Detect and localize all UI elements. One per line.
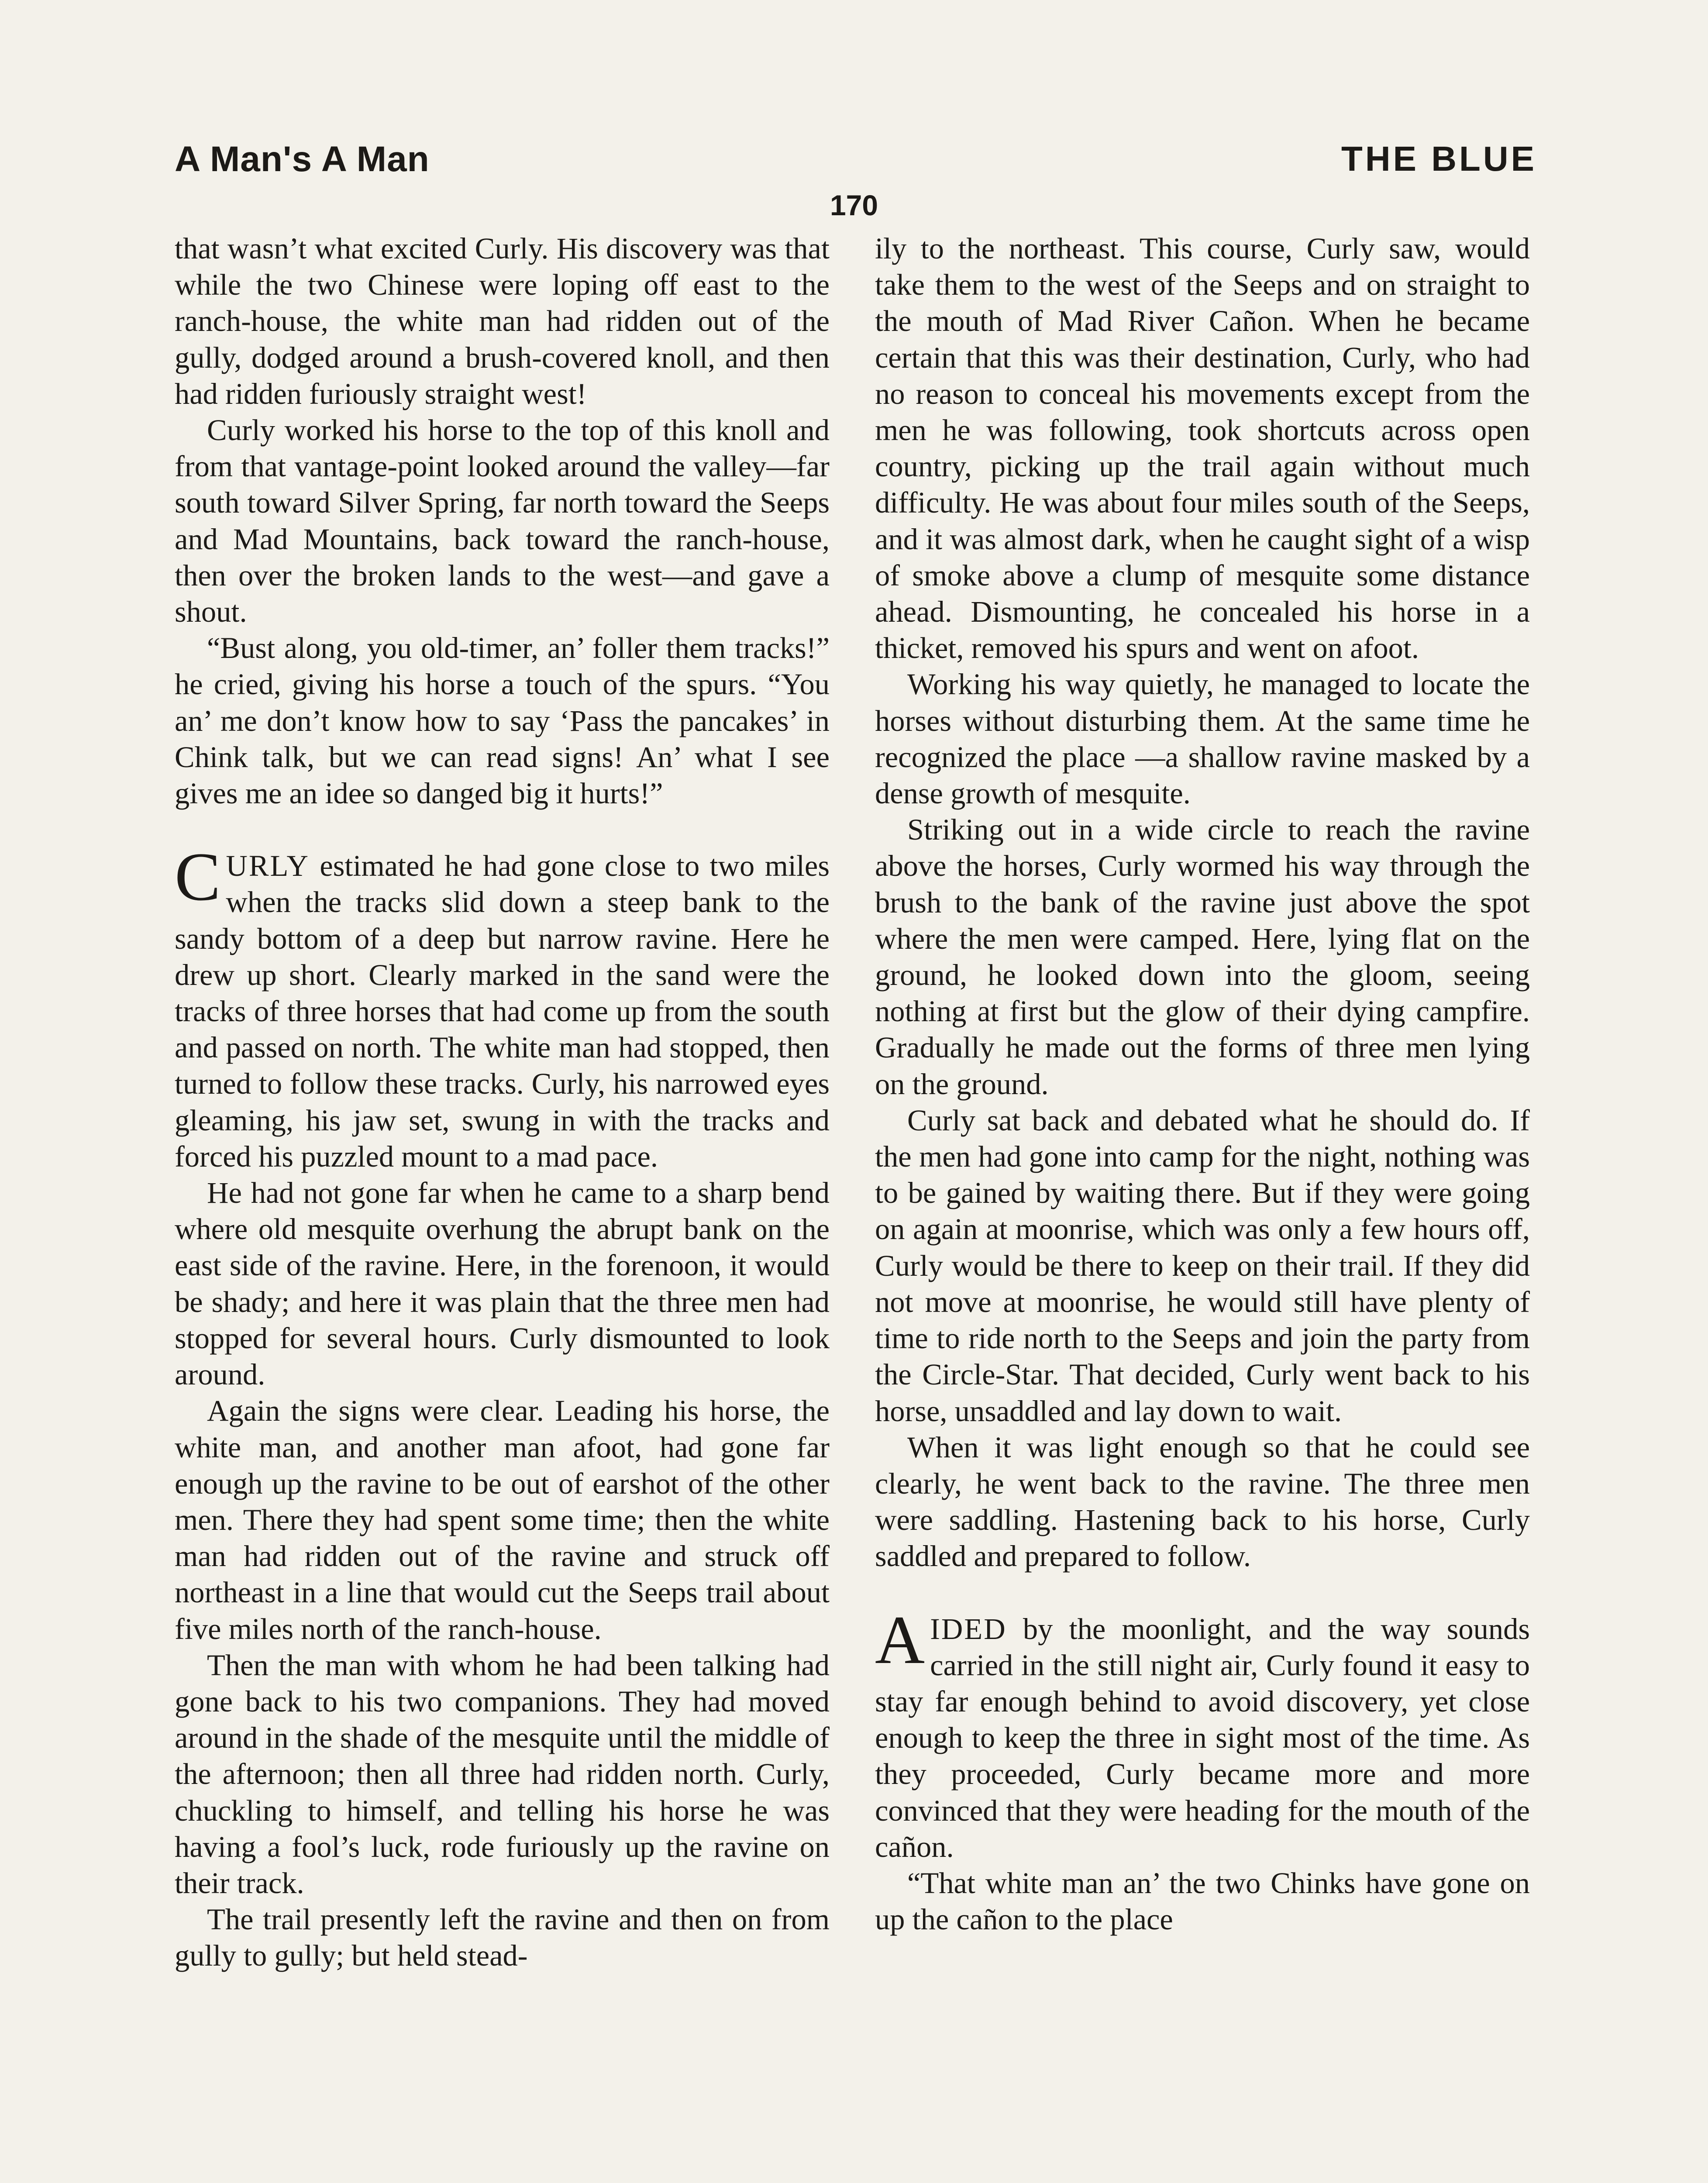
story-title: A Man's A Man bbox=[175, 139, 430, 179]
drop-initial: C bbox=[175, 839, 221, 916]
section-opening-paragraph bbox=[175, 839, 830, 1175]
section-break bbox=[175, 812, 830, 848]
paragraph: Curly sat back and debated what he should do. If the men had gone into camp for the night, nothing was to be gained by waiting there. But if they were going on again at moonrise, which was only a few hours off, Curly would be there to keep on their trail. If they did not move at moonrise, he would still have plenty of time to ride north to the Seeps and join the party from the Circle-Star. That decided, Curly went back to his horse, unsaddled and lay down to wait. bbox=[875, 1103, 1530, 1428]
section-opening-paragraph bbox=[875, 1601, 1530, 1865]
page-number: 170 bbox=[830, 189, 878, 221]
paragraph: Working his way quietly, he managed to locate the horses without disturbing them. At the same time he recognized the place —a shallow ravine masked by a dense growth of mesquite. bbox=[875, 668, 1530, 810]
paragraph: When it was light enough so that he could see clearly, he went back to the ravine. The three men were saddling. Hastening back to his horse, Curly saddled and prepared to follow. bbox=[875, 1430, 1530, 1573]
running-head bbox=[175, 139, 1537, 191]
paragraph: Curly worked his horse to the top of this knoll and from that vantage-point looked around the valley—far south toward Silver Spring, far north toward the Seeps and Mad Mountains, back toward the ranch-house, then over the broken lands to the west—and gave a shout. bbox=[175, 413, 830, 629]
left-column bbox=[175, 231, 830, 1974]
paragraph: Then the man with whom he had been talking had gone back to his two companions. They had moved around in the shade of the mesquite until the middle of the afternoon; then all three had ridden north. Curly, chuckling to himself, and telling his horse he was having a fool’s luck, rode furiously up the ravine on their track. bbox=[175, 1648, 830, 1900]
paragraph: “Bust along, you old-timer, an’ foller them tracks!” he cried, giving his horse a touch of the spurs. “You an’ me don’t know how to say ‘Pass the pancakes’ in Chink talk, but we can read signs! An’ what I see gives me an idee so danged big it hurts!” bbox=[175, 631, 830, 810]
section-break bbox=[875, 1575, 1530, 1611]
paragraph: ily to the northeast. This course, Curly saw, would take them to the west of the Seeps and on straight to the mouth of Mad River Cañon. When he became certain that this was their destination, Curly, who had no reason to conceal his movements except from the men he was following, took shortcuts across open country, picking up the trail again without much difficulty. He was about four miles south of the Seeps, and it was almost dark, when he caught sight of a wisp of smoke above a clump of mesquite some distance ahead. Dismounting, he concealed his horse in a thicket, removed his spurs and went on afoot. bbox=[875, 232, 1530, 665]
small-caps-lead: IDED bbox=[930, 1612, 1007, 1646]
paragraph: The trail presently left the ravine and then on from gully to gully; but held stead- bbox=[175, 1903, 830, 1973]
paragraph: He had not gone far when he came to a sharp bend where old mesquite overhung the abrupt bank on the east side of the ravine. Here, in the forenoon, it would be shady; and here it was plain that the three men had stopped for several hours. Curly dismounted to look around. bbox=[175, 1176, 830, 1391]
paragraph-text: by the moonlight, and the way sounds carried in the still night air, Curly found it easy to stay far enough behind to avoid discovery, yet close enough to keep the three in sight most of the time. As they proceeded, Curly became more and more convinced that they were heading for the mouth of the cañon. bbox=[875, 1612, 1530, 1863]
right-column bbox=[875, 231, 1530, 1938]
paragraph: Again the signs were clear. Leading his horse, the white man, and another man afoot, had gone far enough up the ravine to be out of earshot of the other men. There they had spent some time; then the white man had ridden out of the ravine and struck off northeast in a line that would cut the Seeps trail about five miles north of the ranch-house. bbox=[175, 1394, 830, 1646]
paragraph: Striking out in a wide circle to reach the ravine above the horses, Curly wormed his way through the brush to the bank of the ravine just above the spot where the men were camped. Here, lying flat on the ground, he looked down into the gloom, seeing nothing at first but the glow of their dying campfire. Gradually he made out the forms of three men lying on the ground. bbox=[875, 813, 1530, 1101]
paragraph-text: estimated he had gone close to two miles when the tracks slid down a steep bank to the sandy bottom of a deep but narrow ravine. Here he drew up short. Clearly marked in the sand were the tracks of three horses that had come up from the south and passed on north. The white man had stopped, then turned to follow these tracks. Curly, his narrowed eyes gleaming, his jaw set, swung in with the tracks and forced his puzzled mount to a mad pace. bbox=[175, 849, 830, 1173]
paragraph: that wasn’t what excited Curly. His discovery was that while the two Chinese were loping off east to the ranch-house, the white man had ridden out of the gully, dodged around a brush-covered knoll, and then had ridden furiously straight west! bbox=[175, 232, 830, 410]
magazine-name: THE BLUE bbox=[1341, 139, 1537, 178]
paragraph: “That white man an’ the two Chinks have gone on up the cañon to the place bbox=[875, 1866, 1530, 1936]
small-caps-lead: URLY bbox=[226, 849, 310, 883]
drop-initial: A bbox=[875, 1601, 925, 1678]
